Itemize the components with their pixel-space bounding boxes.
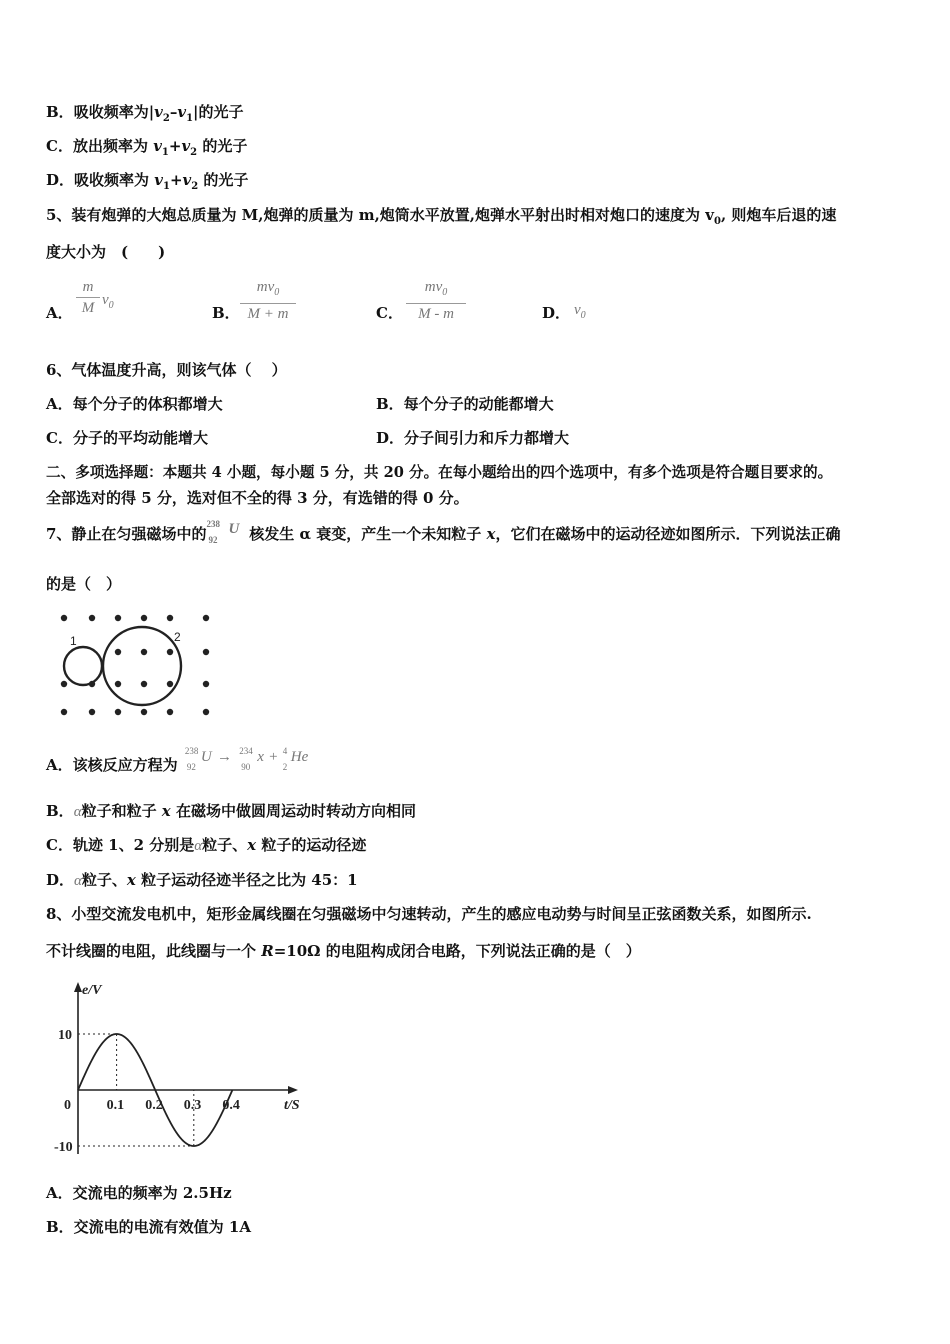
x-axis-arrow	[288, 1086, 298, 1094]
q7-stem-line1: 7、静止在匀强磁场中的 238 92 U 核发生 α 衰变，产生一个未知粒子 x，它们在磁场中的运动径迹如图所示．下列说法正确	[46, 519, 841, 545]
x-tick-label: 0.2	[145, 1098, 163, 1113]
x-tick-label: 0	[64, 1098, 71, 1113]
y-axis-arrow	[74, 982, 82, 992]
q4-option-c: C．放出频率为 $v_1+v_2$ 的光子	[46, 137, 248, 158]
track-1	[64, 647, 102, 685]
q5-option-b-label: B．	[212, 304, 240, 322]
q5-option-a-velocity: $v_0$	[102, 292, 114, 311]
q7-option-d: D．α粒子、x 粒子运动径迹半径之比为 45：1	[46, 871, 358, 889]
q6-option-c: C．分子的平均动能增大	[46, 429, 208, 447]
q8-option-a: A．交流电的频率为 2.5Hz	[46, 1184, 232, 1202]
track-2	[103, 627, 181, 705]
q5-option-c-label: C．	[376, 304, 403, 322]
q7-track-figure	[46, 608, 218, 724]
y-tick-label: 10	[58, 1028, 72, 1043]
q5-option-d-label: D．	[542, 304, 571, 322]
y-tick-label: -10	[54, 1140, 73, 1155]
emf-time-chart	[46, 978, 316, 1168]
q5-option-a-fraction: m M	[76, 278, 100, 317]
q6-option-b: B．每个分子的动能都增大	[376, 395, 554, 413]
q6-stem: 6、气体温度升高，则该气体（ ）	[46, 361, 287, 379]
magnetic-field-dots	[61, 615, 209, 715]
q8-stem-line2: 不计线圈的电阻，此线圈与一个 R=10Ω 的电阻构成闭合电路，下列说法正确的是（ ）	[46, 942, 641, 960]
q7-option-a: A．该核反应方程为 238 92 U → 234 90 x + 4 2 He	[46, 746, 309, 774]
q4-option-b: B．吸收频率为$|v_2-v_1|$的光子	[46, 103, 244, 124]
q7-stem-line2: 的是（ ）	[46, 575, 122, 593]
q5-option-c-fraction: $mv_0$ M - m	[406, 278, 466, 323]
q6-option-d: D．分子间引力和斥力都增大	[376, 429, 570, 447]
x-tick-label: 0.3	[183, 1098, 202, 1113]
q5-option-a-label: A．	[46, 304, 73, 322]
x-tick-label: 0.1	[106, 1098, 125, 1113]
section2-heading: 二、多项选择题：本题共 4 小题，每小题 5 分，共 20 分。在每小题给出的四个选项中，有多个选项是符合题目要求的。	[46, 464, 833, 481]
q8-option-b: B．交流电的电流有效值为 1A	[46, 1218, 251, 1236]
q7-option-b: B．α粒子和粒子 x 在磁场中做圆周运动时转动方向相同	[46, 802, 416, 820]
y-axis-label: e/V	[82, 983, 102, 998]
section2-heading-line2: 全部选对的得 5 分，选对但不全的得 3 分，有选错的得 0 分。	[46, 489, 469, 507]
q8-stem-line1: 8、小型交流发电机中，矩形金属线圈在匀强磁场中匀速转动，产生的感应电动势与时间呈正弦函数关系，如图所示.	[46, 905, 812, 923]
q5-option-b-fraction: $mv_0$ M + m	[240, 278, 296, 323]
track-label-1: 1	[70, 634, 77, 648]
q4-option-d: D．吸收频率为 $v_1+v_2$ 的光子	[46, 171, 249, 192]
q5-stem-line1: 5、装有炮弹的大炮总质量为 M,炮弹的质量为 m,炮筒水平放置,炮弹水平射出时相对炮口的速度为 $v_0$, 则炮车后退的速	[46, 206, 837, 227]
q5-option-d-value: $v_0$	[574, 302, 586, 321]
x-tick-label: 0.4	[222, 1098, 240, 1113]
track-label-2: 2	[174, 630, 181, 644]
q7-option-c: C．轨迹 1、2 分别是α粒子、x 粒子的运动径迹	[46, 836, 367, 854]
x-axis-label: t/S	[284, 1098, 300, 1113]
q6-option-a: A．每个分子的体积都增大	[46, 395, 223, 413]
q5-stem-line2: 度大小为 ( )	[46, 243, 166, 261]
